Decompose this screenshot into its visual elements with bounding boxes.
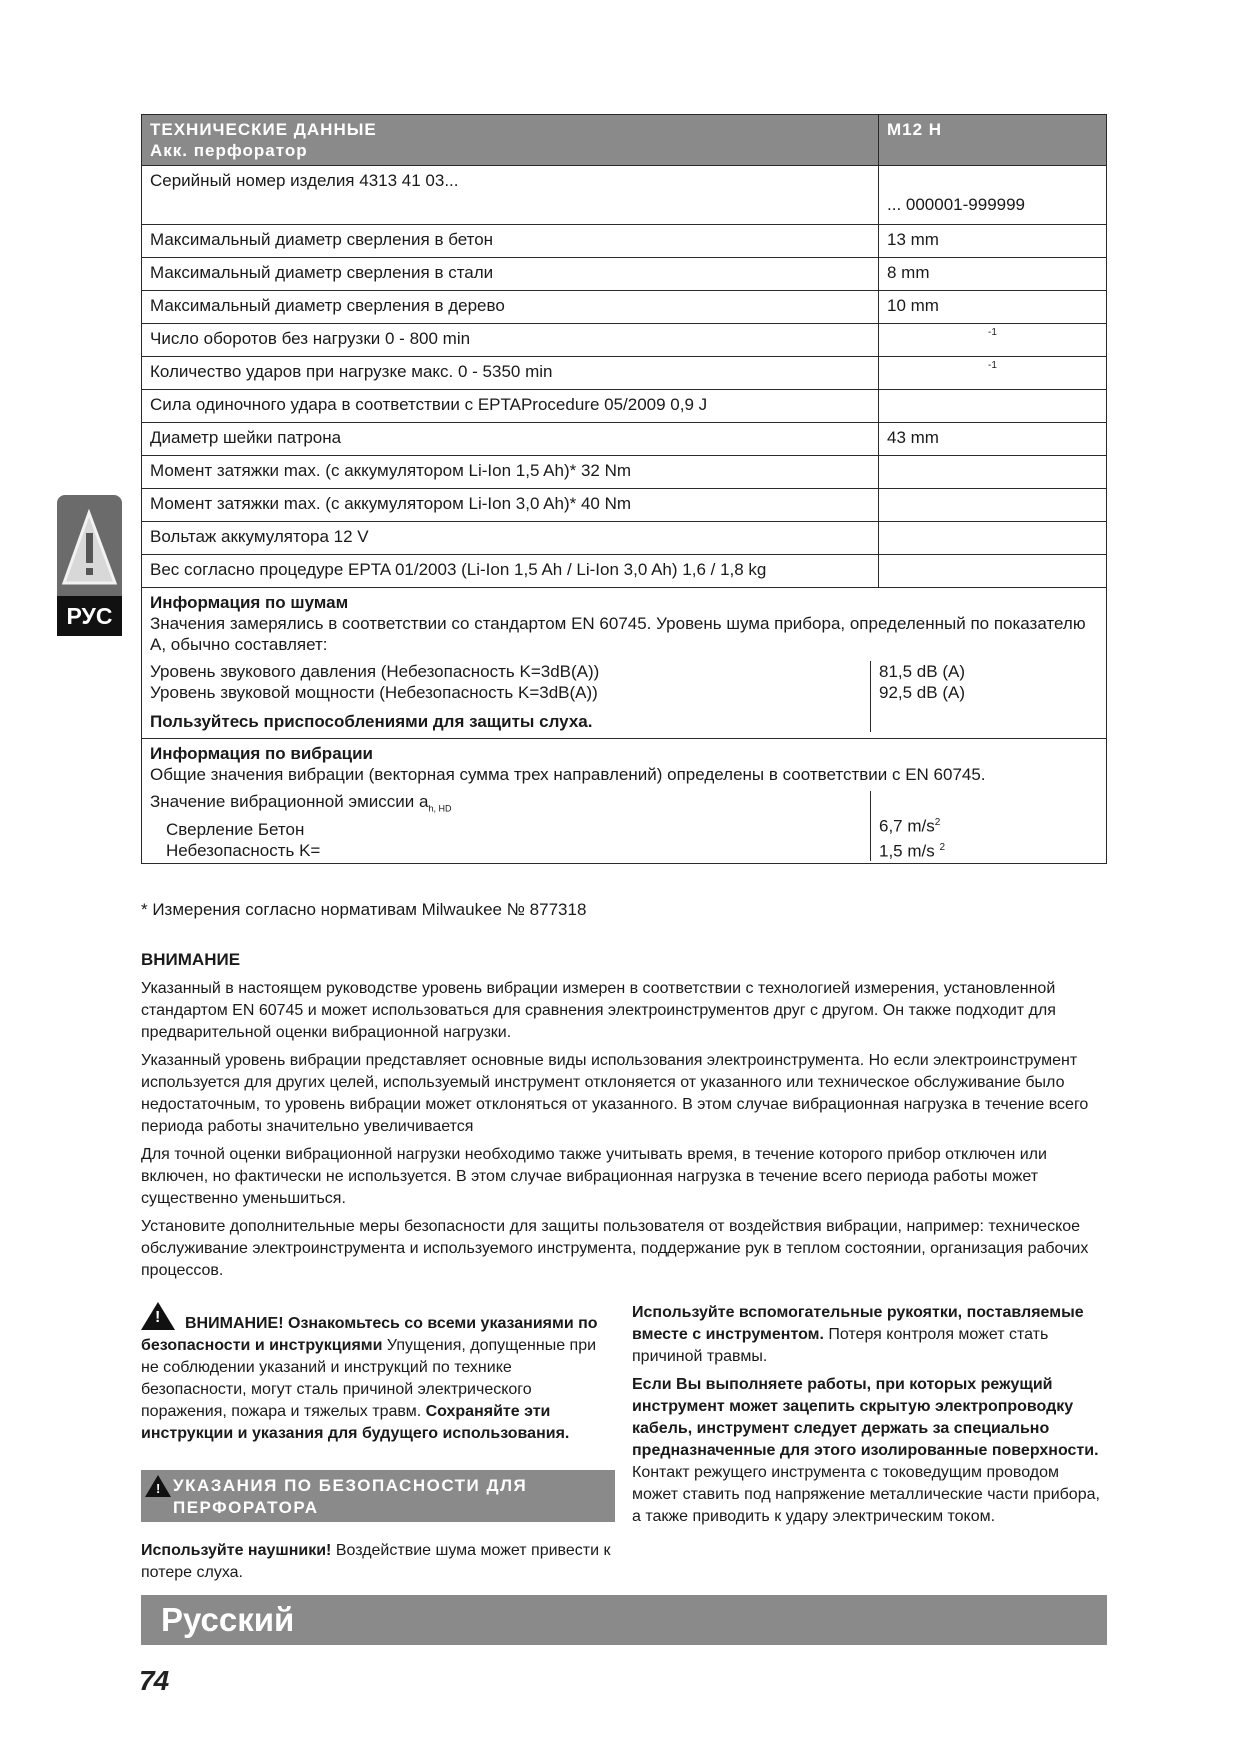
keep-instructions-text: Сохраняйте эти инструкции и указания для будущего использования. — [141, 1403, 570, 1442]
language-bar: Русский — [141, 1595, 1107, 1645]
row-label: Вольтаж аккумулятора 12 V — [142, 522, 879, 555]
sound-pressure-value: 81,5 dB (A) — [879, 662, 965, 681]
row-value: 13 mm — [879, 225, 1107, 258]
row-value — [879, 555, 1107, 588]
auxiliary-handle-text: Потеря контроля может стать причиной травмы. — [632, 1326, 1049, 1365]
row-value: 10 mm — [879, 291, 1107, 324]
row-label: Сила одиночного удара в соответствии с EPTAProcedure 05/2009 0,9 J — [142, 390, 879, 423]
attention-body — [141, 978, 1107, 1288]
table-row — [142, 423, 1107, 456]
serial-value: ... 000001-999999 — [887, 195, 1026, 214]
noise-section — [142, 588, 1107, 739]
vibration-intro: Общие значения вибрации (векторная сумма трех направлений) определены в соответствии с EN 60745. — [150, 765, 986, 784]
hidden-wiring-heading: Если Вы выполняете работы, при которых режущий инструмент может зацепить скрытую электропроводку кабель, инструмент следует держать за специально предназначенные для этого изолированные поверхности. — [632, 1376, 1099, 1459]
emission-subscript: h, HD — [428, 803, 452, 814]
vibration-title: Информация по вибрации — [150, 744, 374, 763]
unit-superscript: 2 — [934, 817, 941, 828]
noise-intro: Значения замерялись в соответствии со стандартом EN 60745. Уровень шума прибора, определенный по показателю A, обычно составляет: — [150, 614, 1086, 654]
table-row — [142, 522, 1107, 555]
table-row — [142, 456, 1107, 489]
table-row — [142, 258, 1107, 291]
serial-label: Серийный номер изделия 4313 41 03... — [142, 166, 879, 225]
footnote: * Измерения согласно нормативам Milwaukee № 877318 — [141, 900, 587, 919]
drilling-value: 6,7 m/s — [879, 816, 935, 836]
technical-data-table — [141, 114, 1107, 864]
table-row — [142, 324, 1107, 357]
noise-title: Информация по шумам — [150, 593, 349, 612]
row-label: Число оборотов без нагрузки 0 - 800 min — [142, 324, 879, 357]
row-value: 43 mm — [879, 423, 1107, 456]
row-label: Максимальный диаметр сверления в стали — [142, 258, 879, 291]
hearing-advice: Пользуйтесь приспособлениями для защиты слуха. — [150, 712, 593, 731]
hidden-wiring-text: Контакт режущего инструмента с токоведущим проводом может ставить под напряжение металлические части прибора, а также приводить к удару электрическим током. — [632, 1464, 1100, 1525]
drilling-label: Сверление Бетон — [166, 820, 305, 840]
sound-power-label: Уровень звуковой мощности (Небезопасность K=3dB(A)) — [150, 683, 598, 702]
row-value — [879, 456, 1107, 489]
row-label: Вес согласно процедуре EPTA 01/2003 (Li-Ion 1,5 Ah / Li-Ion 3,0 Ah) 1,6 / 1,8 kg — [142, 555, 879, 588]
warning-icon — [61, 509, 118, 589]
table-header — [142, 115, 1107, 166]
uncertainty-value: 1,5 m/s — [879, 841, 935, 861]
auxiliary-handle-heading: Используйте вспомогательные рукоятки, поставляемые вместе с инструментом. — [632, 1304, 1084, 1343]
table-row — [142, 555, 1107, 588]
table-title: ТЕХНИЧЕСКИЕ ДАННЫЕ — [150, 120, 377, 139]
earphones-text: Воздействие шума может привести к потере слуха. — [141, 1542, 611, 1581]
table-row — [142, 225, 1107, 258]
left-column — [141, 1302, 611, 1451]
page-number: 74 — [139, 1665, 169, 1696]
row-label: Момент затяжки max. (с аккумулятором Li-Ion 3,0 Ah)* 40 Nm — [142, 489, 879, 522]
earphones-heading: Используйте наушники! — [141, 1542, 332, 1559]
row-superscript: -1 — [988, 360, 997, 371]
attention-paragraph: Указанный в настоящем руководстве уровень вибрации измерен в соответствии с технологией измерения, установленной стандартом EN 60745 и может использоваться для сравнения электроинструментов друг с другом. Он также подходит для предварительной оценки вибрационной нагрузки. — [141, 980, 1056, 1041]
sound-pressure-label: Уровень звукового давления (Небезопасность K=3dB(A)) — [150, 662, 600, 681]
row-value — [879, 489, 1107, 522]
row-label: Момент затяжки max. (с аккумулятором Li-Ion 1,5 Ah)* 32 Nm — [142, 456, 879, 489]
sound-power-value: 92,5 dB (A) — [879, 683, 965, 702]
row-value: 8 mm — [879, 258, 1107, 291]
side-tab-label: РУС — [57, 596, 122, 636]
safety-instructions-bar — [141, 1470, 615, 1522]
uncertainty-label: Небезопасность K= — [166, 841, 321, 861]
emission-label: Значение вибрационной эмиссии a — [150, 792, 429, 811]
vibration-section — [142, 739, 1107, 864]
attention-paragraph: Указанный уровень вибрации представляет основные виды использования электроинструмента. Но если электроинструмент используется для других целей, используемый инструмент отклоняется от указанного или техническое обслуживание было недостаточным, то уровень вибрации может отклоняться от указанного. В этом случае вибрационная нагрузка в течение всего периода работы значительно увеличивается — [141, 1052, 1089, 1135]
row-label: Максимальный диаметр сверления в дерево — [142, 291, 879, 324]
general-warning-text: Упущения, допущенные при не соблюдении указаний и инструкций по технике безопасности, могут сталь причиной электрического поражения, пожара и тяжелых травм. — [141, 1337, 597, 1420]
attention-paragraph: Установите дополнительные меры безопасности для защиты пользователя от воздействия вибрации, например: техническое обслуживание электроинструмента и используемого инструмента, поддержание рук в теплом состоянии, организация рабочих процессов. — [141, 1218, 1089, 1279]
row-label: Максимальный диаметр сверления в бетон — [142, 225, 879, 258]
table-row — [142, 489, 1107, 522]
row-label: Количество ударов при нагрузке макс. 0 - 5350 min — [142, 357, 879, 390]
row-value — [879, 522, 1107, 555]
attention-paragraph: Для точной оценки вибрационной нагрузки необходимо также учитывать время, в течение которого прибор отключен или включен, но фактически не используется. В этом случае вибрационная нагрузка в течение всего периода работы может существенно уменьшиться. — [141, 1146, 1047, 1207]
warning-icon: ! — [145, 1475, 171, 1497]
right-column — [632, 1302, 1102, 1534]
row-value — [879, 390, 1107, 423]
warning-icon: ! — [141, 1302, 175, 1330]
row-superscript: -1 — [988, 327, 997, 338]
general-warning-heading: ВНИМАНИЕ! Ознакомьтесь со всеми указаниями по безопасности и инструкциями — [141, 1315, 598, 1354]
model-name: M12 H — [879, 115, 1107, 166]
table-row — [142, 166, 1107, 225]
table-row — [142, 390, 1107, 423]
table-subtitle: Акк. перфоратор — [150, 141, 308, 160]
row-label: Диаметр шейки патрона — [142, 423, 879, 456]
table-row — [142, 357, 1107, 390]
unit-superscript: 2 — [939, 841, 946, 853]
table-row — [142, 291, 1107, 324]
attention-title: ВНИМАНИЕ — [141, 950, 241, 969]
safety-instructions-title: УКАЗАНИЯ ПО БЕЗОПАСНОСТИ ДЛЯ ПЕРФОРАТОРА — [173, 1476, 528, 1517]
